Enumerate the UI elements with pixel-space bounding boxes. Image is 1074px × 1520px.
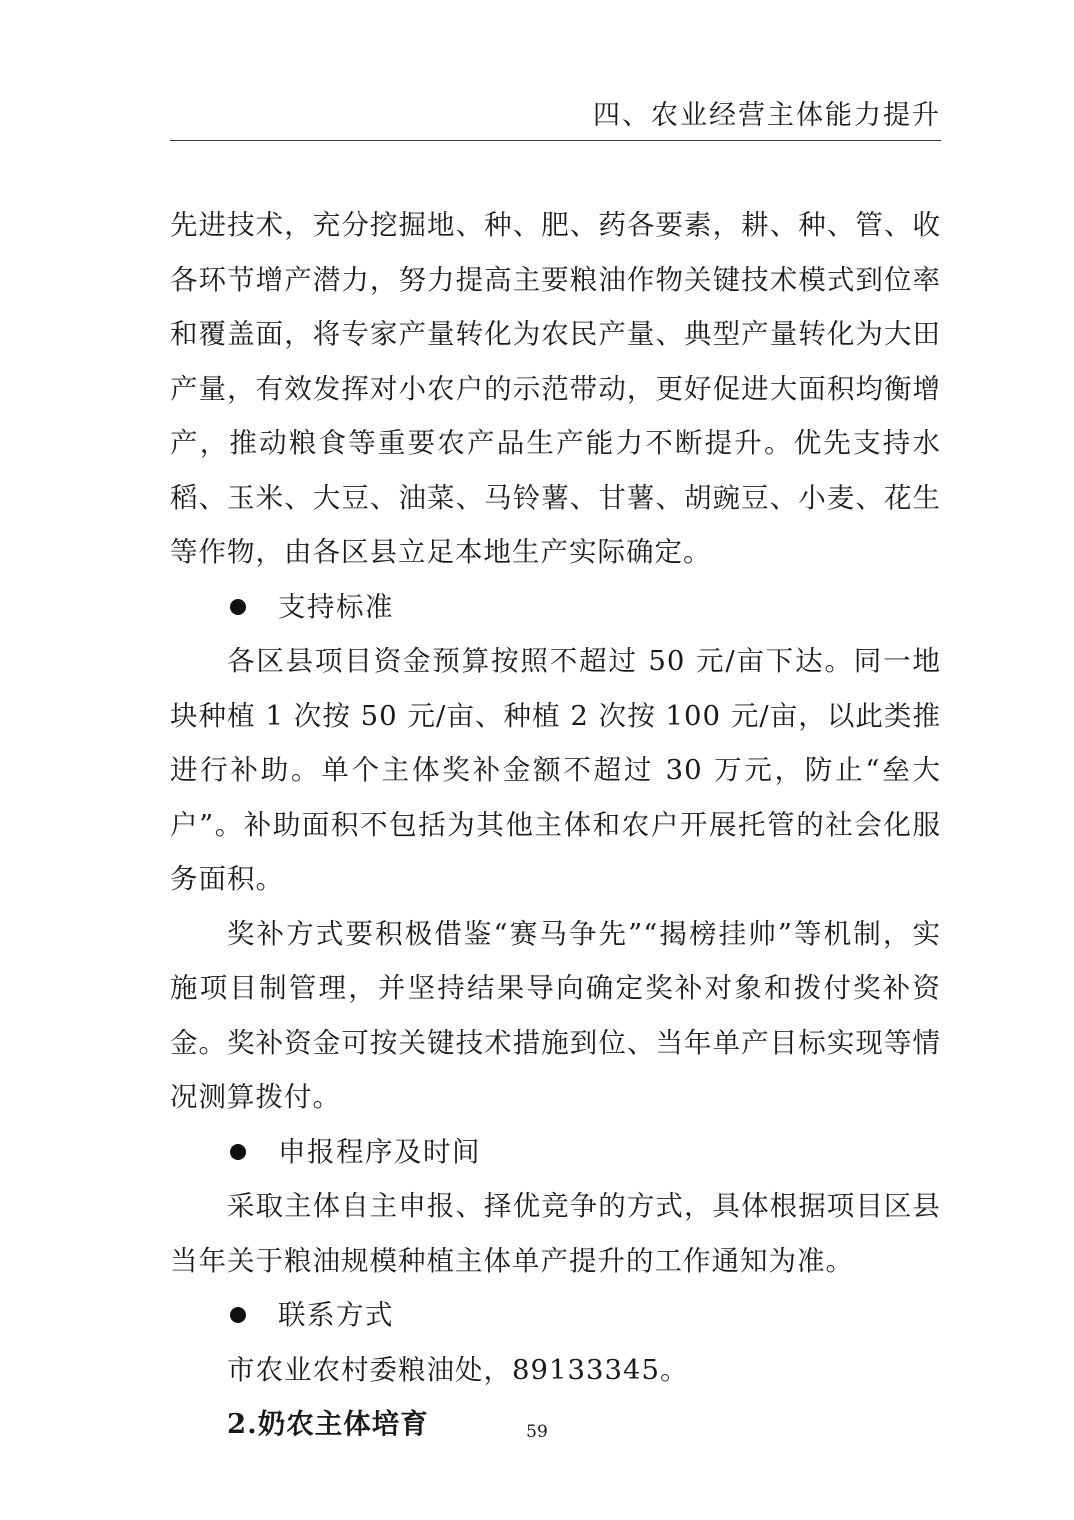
page-number: 59 — [526, 1422, 548, 1442]
paragraph-support-standard: 各区县项目资金预算按照不超过 50 元/亩下达。同一地块种植 1 次按 50 元/亩、种植 2 次按 100 元/亩，以此类推进行补助。单个主体奖补金额不超过 30 万元，防止“垒大户”。补助面积不包括为其他主体和农户开展托管的社会化服务面积。 — [170, 645, 941, 895]
bullet-label: 支持标准 — [278, 590, 394, 623]
paragraph-subsidy-method: 奖补方式要积极借鉴“赛马争先”“揭榜挂帅”等机制，实施项目制管理，并坚持结果导向确定奖补对象和拨付奖补资金。奖补资金可按关键技术措施到位、当年单产目标实现等情况测算拨付。 — [170, 917, 941, 1113]
bullet-label: 申报程序及时间 — [278, 1135, 481, 1168]
bullet-dot-icon — [230, 1307, 246, 1323]
paragraph-contact: 市农业农村委粮油处，89133345。 — [227, 1353, 689, 1386]
bullet-heading-support-standard — [170, 580, 941, 635]
bullet-heading-contact — [170, 1288, 941, 1343]
body-text — [170, 198, 941, 1452]
bullet-dot-icon — [230, 599, 246, 615]
section-subheading: 2.奶农主体培育 — [227, 1408, 429, 1440]
bullet-dot-icon — [230, 1144, 246, 1160]
header-rule — [170, 140, 941, 141]
bullet-label: 联系方式 — [278, 1299, 394, 1331]
running-header-title: 四、农业经营主体能力提升 — [593, 100, 941, 131]
bullet-heading-application-procedure — [170, 1125, 941, 1180]
paragraph-continuation: 先进技术，充分挖掘地、种、肥、药各要素，耕、种、管、收各环节增产潜力，努力提高主要粮油作物关键技术模式到位率和覆盖面，将专家产量转化为农民产量、典型产量转化为大田产量，有效发挥对小农户的示范带动，更好促进大面积均衡增产，推动粮食等重要农产品生产能力不断提升。优先支持水稻、玉米、大豆、油菜、马铃薯、甘薯、胡豌豆、小麦、花生等作物，由各区县立足本地生产实际确定。 — [170, 209, 941, 568]
paragraph-application-procedure: 采取主体自主申报、择优竞争的方式，具体根据项目区县当年关于粮油规模种植主体单产提升的工作通知为准。 — [170, 1190, 941, 1277]
